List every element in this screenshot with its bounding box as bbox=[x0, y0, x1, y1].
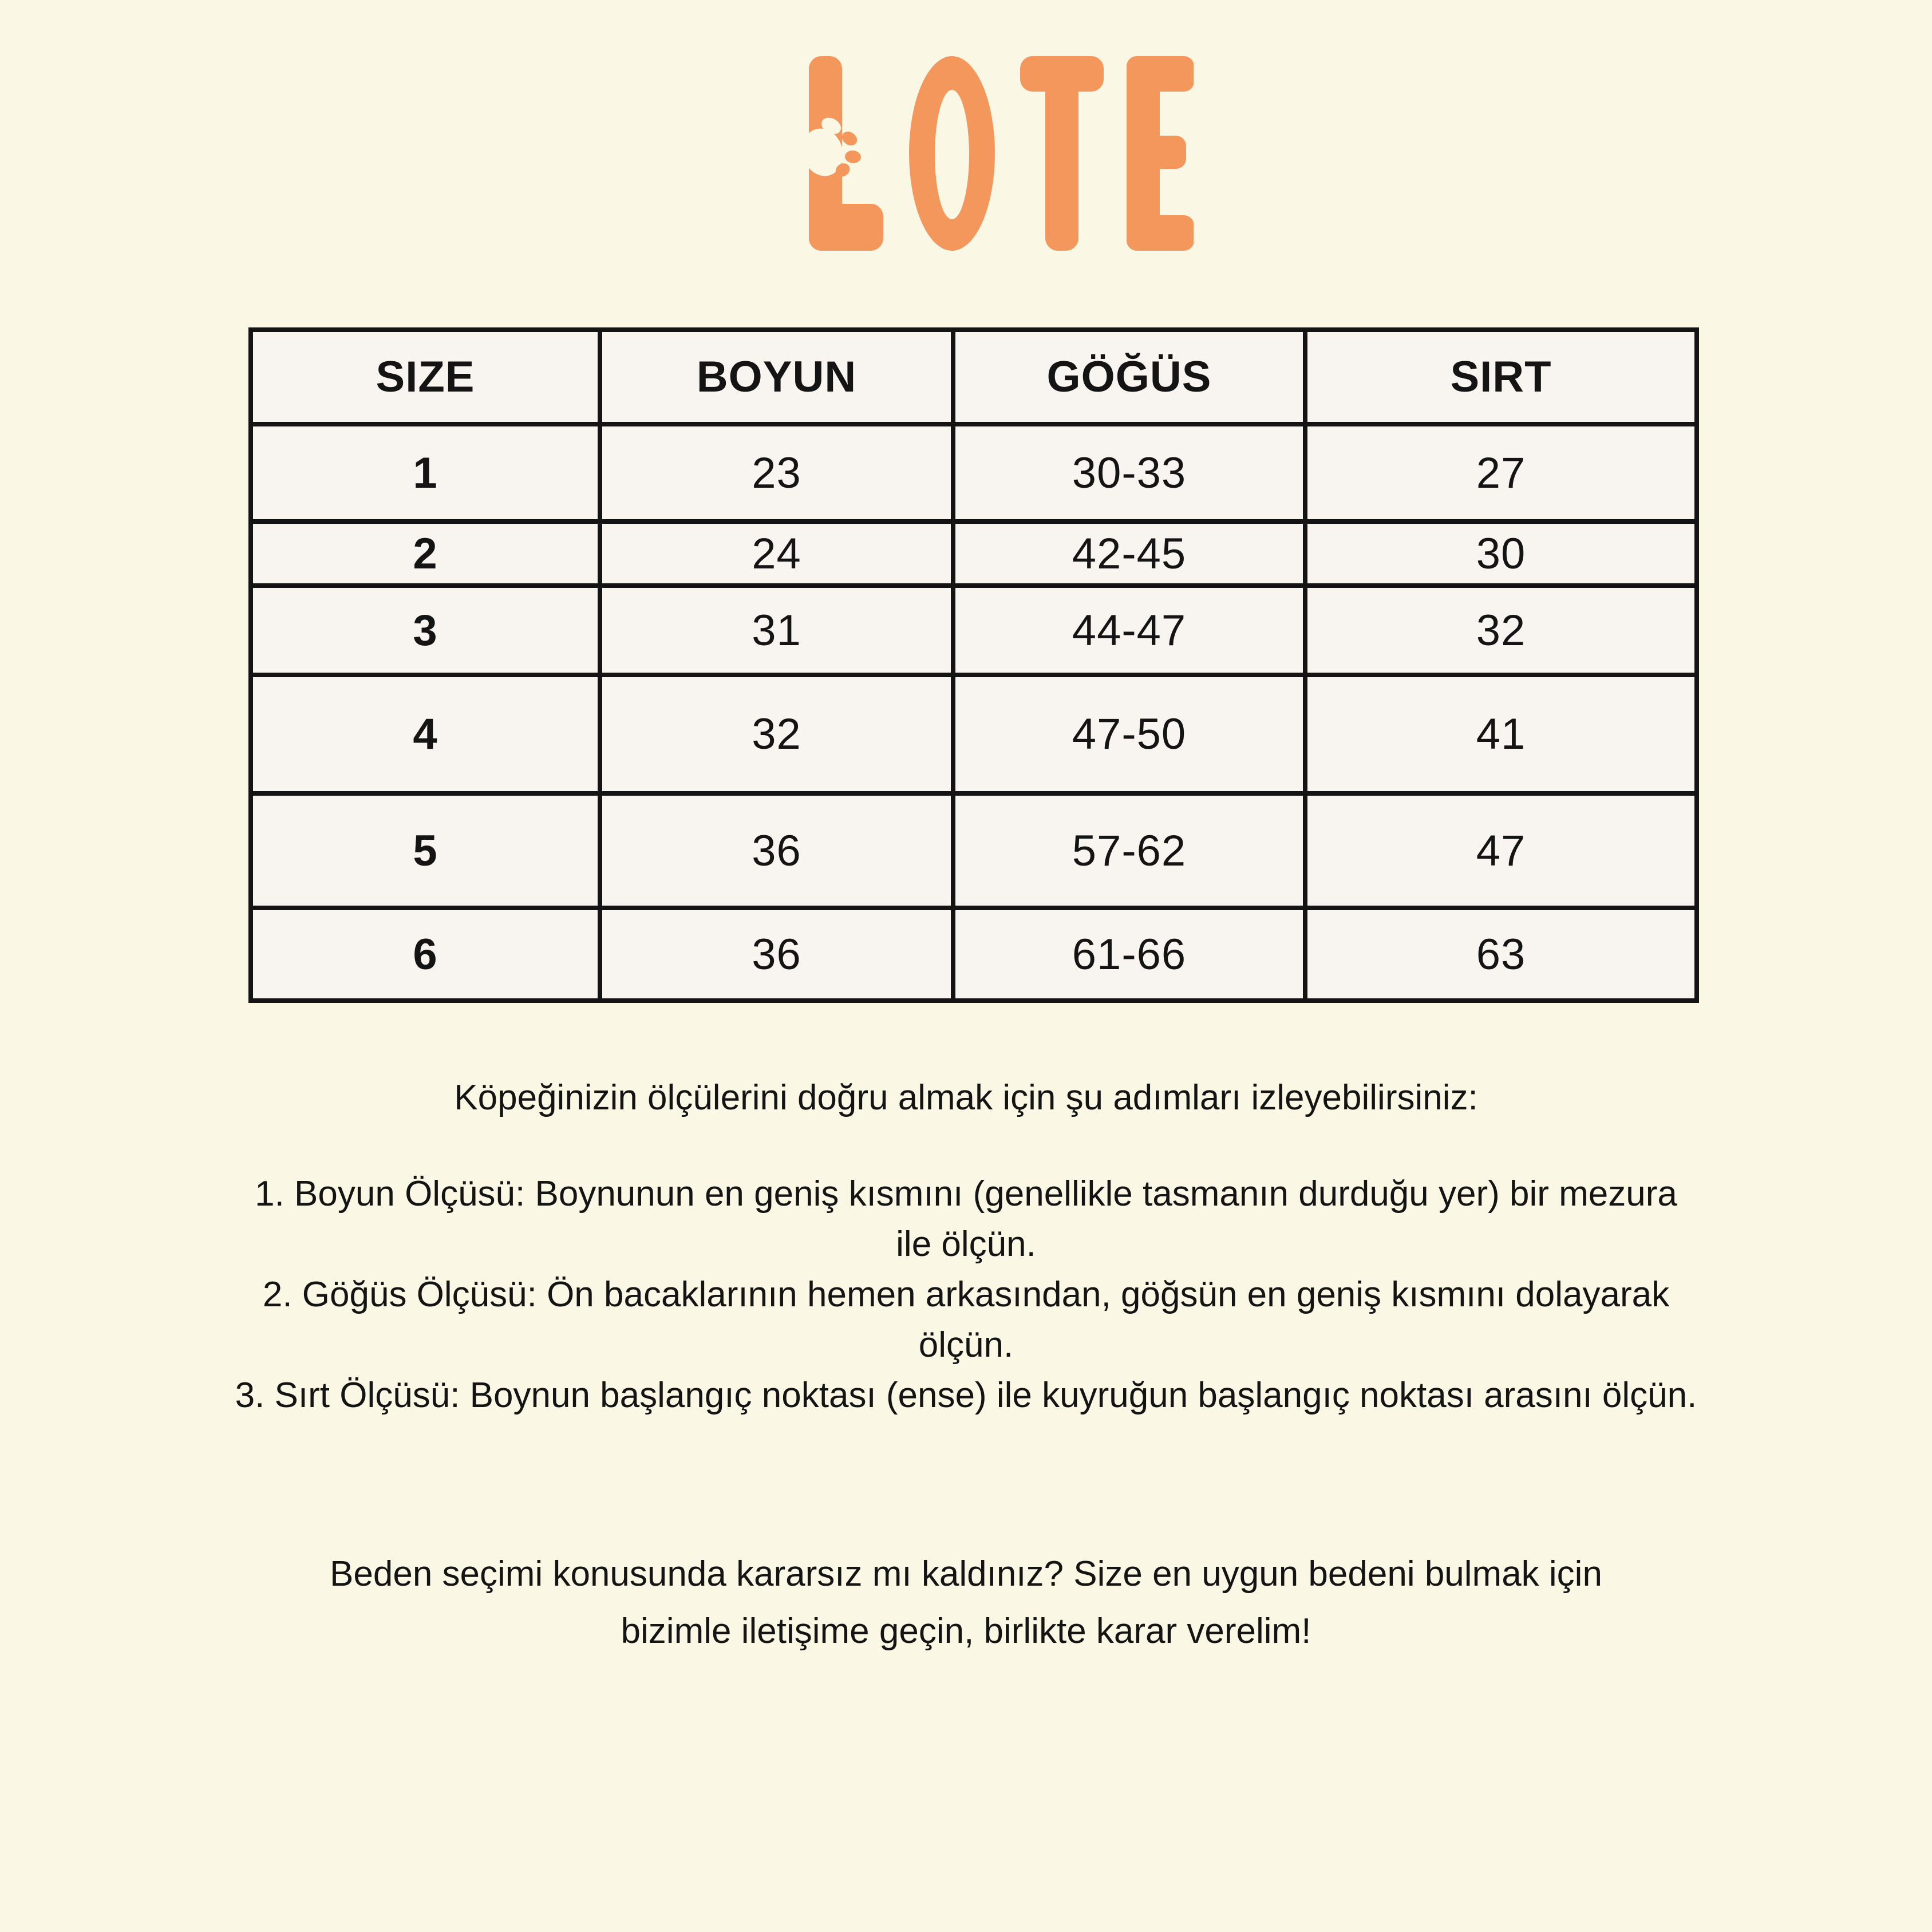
cell-sirt: 32 bbox=[1307, 588, 1694, 673]
cell-boyun: 36 bbox=[602, 796, 955, 906]
table-header-row bbox=[253, 332, 1694, 426]
cell-gogus: 44-47 bbox=[955, 588, 1307, 673]
cell-boyun: 23 bbox=[602, 426, 955, 519]
measurement-intro: Köpeğinizin ölçülerini doğru almak için şu adımları izleyebilirsiniz: bbox=[454, 1078, 1478, 1117]
cell-size: 5 bbox=[253, 796, 602, 906]
step-item-chest: 2. Göğüs Ölçüsü: Ön bacaklarının hemen arkasından, göğsün en geniş kısmını dolayarak ölçün. bbox=[262, 1275, 1670, 1365]
letter-o bbox=[909, 56, 995, 251]
cell-boyun: 31 bbox=[602, 588, 955, 673]
header-cell-gogus: GÖĞÜS bbox=[955, 332, 1307, 422]
cell-gogus: 61-66 bbox=[955, 910, 1307, 998]
cell-sirt: 41 bbox=[1307, 677, 1694, 791]
lote-logo bbox=[804, 56, 1194, 251]
header-cell-size: SIZE bbox=[253, 332, 602, 422]
measurement-steps bbox=[234, 1169, 1699, 1421]
letter-e bbox=[1127, 56, 1194, 251]
cell-size: 6 bbox=[253, 910, 602, 998]
cell-sirt: 30 bbox=[1307, 524, 1694, 583]
table-row bbox=[253, 677, 1694, 796]
table-row bbox=[253, 796, 1694, 910]
cell-sirt: 27 bbox=[1307, 426, 1694, 519]
table-row bbox=[253, 426, 1694, 524]
cell-gogus: 57-62 bbox=[955, 796, 1307, 906]
header-cell-sirt: SIRT bbox=[1307, 332, 1694, 422]
cell-size: 4 bbox=[253, 677, 602, 791]
cell-sirt: 47 bbox=[1307, 796, 1694, 906]
step-item-neck: 1. Boyun Ölçüsü: Boynunun en geniş kısmını (genellikle tasmanın durduğu yer) bir mezura ile ölçün. bbox=[255, 1174, 1677, 1264]
table-row bbox=[253, 588, 1694, 677]
cell-size: 1 bbox=[253, 426, 602, 519]
cell-size: 3 bbox=[253, 588, 602, 673]
header-cell-boyun: BOYUN bbox=[602, 332, 955, 422]
footer-note: Beden seçimi konusunda kararsız mı kaldınız? Size en uygun bedeni bulmak için bizimle iletişime geçin, birlikte karar verelim! bbox=[330, 1554, 1602, 1651]
cell-gogus: 42-45 bbox=[955, 524, 1307, 583]
cell-gogus: 47-50 bbox=[955, 677, 1307, 791]
cell-sirt: 63 bbox=[1307, 910, 1694, 998]
size-table bbox=[248, 327, 1699, 1003]
cell-boyun: 24 bbox=[602, 524, 955, 583]
cell-boyun: 36 bbox=[602, 910, 955, 998]
table-row bbox=[253, 524, 1694, 588]
cell-gogus: 30-33 bbox=[955, 426, 1307, 519]
letter-t bbox=[1020, 56, 1104, 251]
table-row bbox=[253, 910, 1694, 998]
lote-wordmark bbox=[804, 56, 1194, 251]
cell-boyun: 32 bbox=[602, 677, 955, 791]
step-item-back: 3. Sırt Ölçüsü: Boynun başlangıç noktası (ense) ile kuyruğun başlangıç noktası arasını ölçün. bbox=[235, 1376, 1697, 1415]
cell-size: 2 bbox=[253, 524, 602, 583]
